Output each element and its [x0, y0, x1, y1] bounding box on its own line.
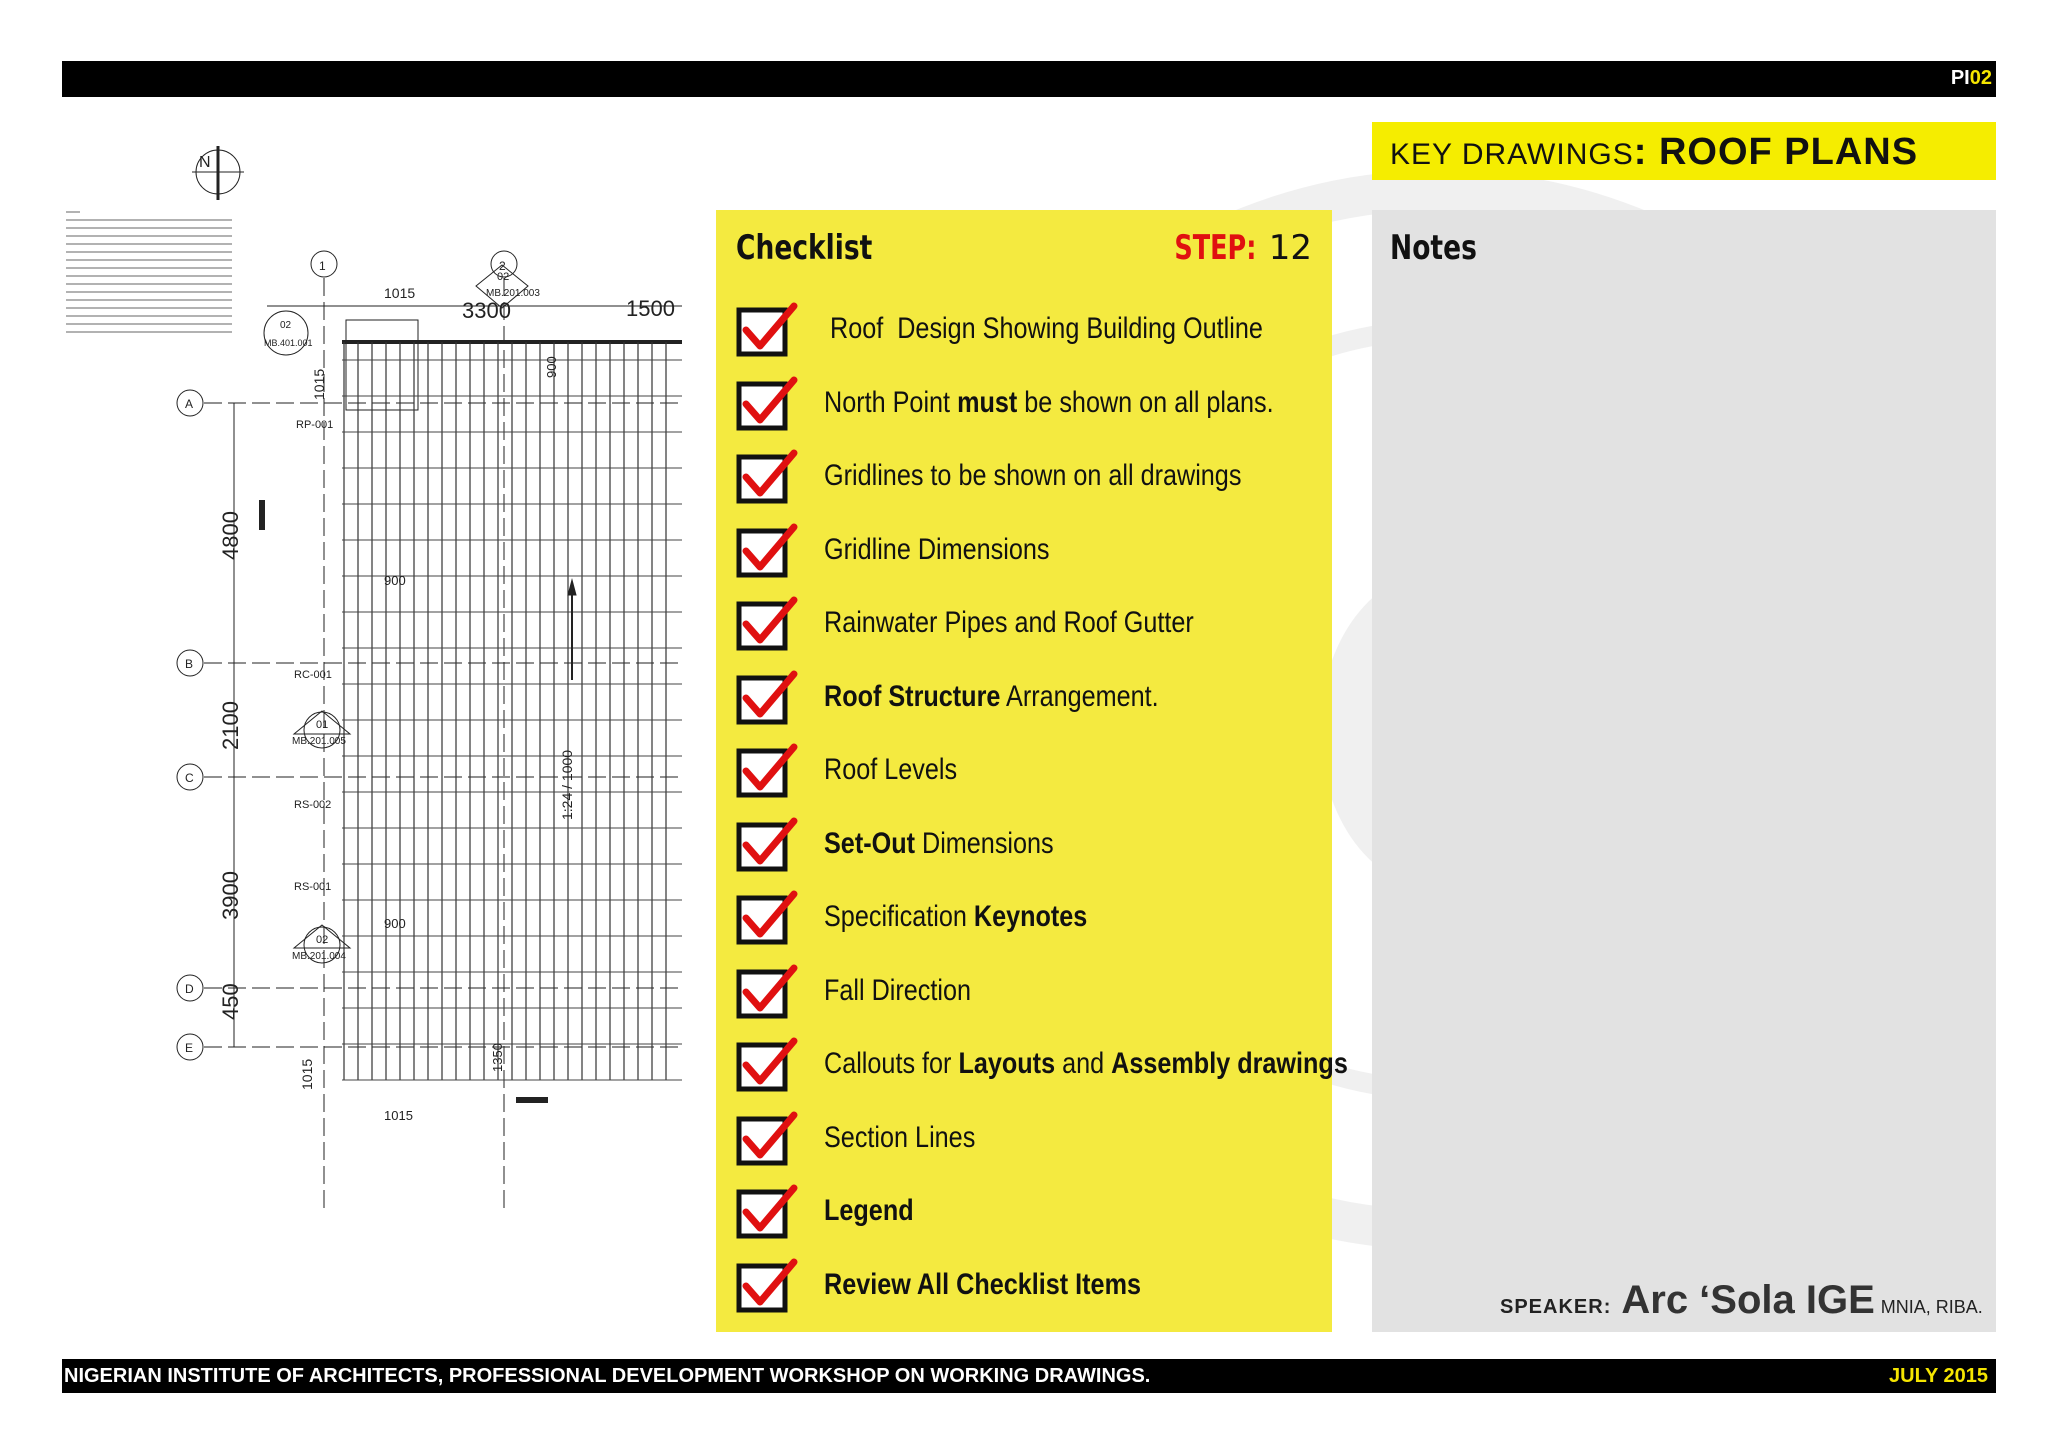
checklist-item: [736, 670, 1326, 730]
checklist-item-text-part: Gridlines to be shown on all drawings: [824, 459, 1242, 492]
svg-text:02: 02: [497, 271, 510, 283]
checklist-item-label: [824, 753, 957, 787]
checklist-item: [736, 302, 1326, 362]
checklist-item-text-part: Roof Levels: [824, 753, 958, 786]
svg-text:900: 900: [544, 356, 559, 378]
footer-date: JULY 2015: [1889, 1365, 1988, 1387]
top-bar: [62, 61, 1996, 97]
footer-bar: [62, 1359, 1996, 1393]
svg-text:450: 450: [218, 983, 243, 1020]
checklist-item-label: [824, 900, 1087, 934]
svg-text:N: N: [199, 154, 211, 171]
checklist-item-text-part: Callouts for: [824, 1047, 959, 1080]
svg-text:MB.201.003: MB.201.003: [486, 288, 540, 299]
svg-text:900: 900: [384, 573, 406, 588]
speaker-credentials: MNIA, RIBA.: [1880, 1297, 1983, 1317]
legend-block: [66, 212, 232, 332]
checked-box-icon: [736, 1258, 798, 1314]
svg-text:1015: 1015: [299, 1058, 315, 1090]
checklist-item-text-part: North Point: [824, 385, 958, 419]
speaker-name: Arc ‘Sola IGE: [1621, 1278, 1875, 1322]
checklist-item-text-part: must: [957, 385, 1018, 419]
svg-text:C: C: [185, 771, 194, 785]
checklist-item-label: [824, 606, 1194, 640]
svg-text:3300: 3300: [462, 298, 511, 323]
checklist-item-label: [824, 1047, 1348, 1081]
checklist-item: [736, 596, 1326, 656]
notes-heading: Notes: [1390, 228, 1477, 268]
svg-text:1350: 1350: [490, 1043, 505, 1072]
checked-box-icon: [736, 964, 798, 1020]
checked-box-icon: [736, 449, 798, 505]
svg-text:02: 02: [280, 320, 292, 331]
checklist-item-label: [824, 1194, 914, 1228]
checklist-item-label: [824, 827, 1054, 861]
svg-text:RS-001: RS-001: [294, 881, 332, 893]
checklist-item-text-part: Fall Direction: [824, 973, 972, 1007]
checked-box-icon: [736, 596, 798, 652]
checklist-item-text-part: Keynotes: [973, 900, 1088, 933]
checklist-item-text-part: Rainwater Pipes and Roof Gutter: [824, 606, 1194, 639]
svg-text:MB.201.004: MB.201.004: [292, 951, 346, 962]
notes-panel: [1372, 210, 1996, 1332]
checklist-item: [736, 376, 1326, 436]
checklist-item: [736, 964, 1326, 1024]
checked-box-icon: [736, 670, 798, 726]
svg-text:02: 02: [316, 934, 329, 946]
checklist-item-text-part: be shown on all plans.: [1017, 385, 1274, 419]
svg-text:2: 2: [499, 259, 506, 273]
svg-text:D: D: [185, 982, 194, 996]
checked-box-icon: [736, 743, 798, 799]
svg-text:B: B: [185, 657, 194, 671]
svg-text:RP-001: RP-001: [296, 419, 334, 431]
checklist-item: [736, 449, 1326, 509]
checklist-item-text-part: Specification: [824, 900, 974, 933]
checklist-item-text-part: Layouts: [958, 1047, 1056, 1080]
checklist-item: [736, 523, 1326, 583]
svg-text:RS-002: RS-002: [294, 799, 332, 811]
svg-text:1500: 1500: [626, 296, 675, 321]
page-code: PI02: [1950, 67, 1992, 89]
checklist-item: [736, 1184, 1326, 1244]
svg-text:1: 1: [319, 259, 326, 273]
svg-text:E: E: [185, 1041, 194, 1055]
svg-text:MB.401.001: MB.401.001: [264, 338, 313, 348]
svg-text:4800: 4800: [218, 511, 243, 560]
checklist-item-label: [824, 680, 1159, 714]
checked-box-icon: [736, 1111, 798, 1167]
svg-text:RC-001: RC-001: [294, 669, 332, 681]
checklist-item: [736, 1037, 1348, 1097]
svg-text:1015: 1015: [384, 285, 416, 301]
checklist-heading: Checklist: [736, 228, 873, 268]
checklist-item-label: [824, 533, 1049, 567]
checked-box-icon: [736, 1037, 798, 1093]
svg-text:3900: 3900: [218, 871, 243, 920]
checklist-item-text-part: Dimensions: [914, 826, 1054, 860]
svg-text:01: 01: [316, 719, 329, 731]
checklist-item-text-part: Arrangement.: [1000, 679, 1159, 713]
checklist-item-label: [824, 974, 971, 1008]
checklist-item-label: [830, 312, 1263, 346]
checklist-item-text-part: Gridline Dimensions: [824, 532, 1050, 566]
checklist-item-label: [824, 1268, 1141, 1302]
checklist-item: [736, 743, 1326, 803]
checklist-item: [736, 890, 1326, 950]
checklist-item-label: [824, 386, 1274, 420]
svg-text:2100: 2100: [218, 701, 243, 750]
svg-text:A: A: [185, 397, 194, 411]
step-indicator: [1147, 228, 1312, 268]
page-title: KEY DRAWINGS: ROOF PLANS: [1372, 122, 1996, 180]
checked-box-icon: [736, 890, 798, 946]
checklist-item-text-part: Review All Checklist Items: [824, 1267, 1141, 1301]
checklist-item-text-part: Roof Design Showing Building Outline: [830, 312, 1263, 345]
checklist-item-text-part: Roof Structure: [824, 679, 1001, 713]
footer-title: NIGERIAN INSTITUTE OF ARCHITECTS, PROFESSIONAL DEVELOPMENT WORKSHOP ON WORKING DRAWINGS.: [64, 1365, 1151, 1387]
checklist-item-text-part: Set-Out: [824, 826, 915, 860]
checked-box-icon: [736, 376, 798, 432]
svg-text:900: 900: [384, 916, 406, 931]
checklist-item: [736, 817, 1326, 877]
roof-plan-drawing: [62, 120, 682, 1230]
checklist-item-text-part: Section Lines: [824, 1120, 976, 1154]
checklist-item-text-part: Legend: [824, 1194, 914, 1227]
svg-text:1:24 / 1000: 1:24 / 1000: [559, 749, 575, 820]
checked-box-icon: [736, 1184, 798, 1240]
checklist-item: [736, 1111, 1326, 1171]
checklist-item-label: [824, 459, 1241, 493]
checklist-panel: [716, 210, 1348, 1332]
step-number: 12: [1268, 228, 1312, 268]
checked-box-icon: [736, 302, 798, 358]
svg-text:1015: 1015: [311, 368, 327, 400]
checklist-item-label: [824, 1121, 975, 1155]
speaker-label: SPEAKER:: [1500, 1296, 1612, 1318]
svg-text:MB.201.005: MB.201.005: [292, 736, 346, 747]
checked-box-icon: [736, 817, 798, 873]
checklist-item: [736, 1258, 1326, 1318]
checklist-item-text-part: Assembly drawings: [1111, 1047, 1348, 1080]
step-label: STEP:: [1174, 228, 1257, 268]
svg-text:1015: 1015: [384, 1108, 413, 1123]
speaker-credit: [1500, 1278, 1983, 1323]
checklist-item-text-part: and: [1055, 1047, 1112, 1080]
checked-box-icon: [736, 523, 798, 579]
